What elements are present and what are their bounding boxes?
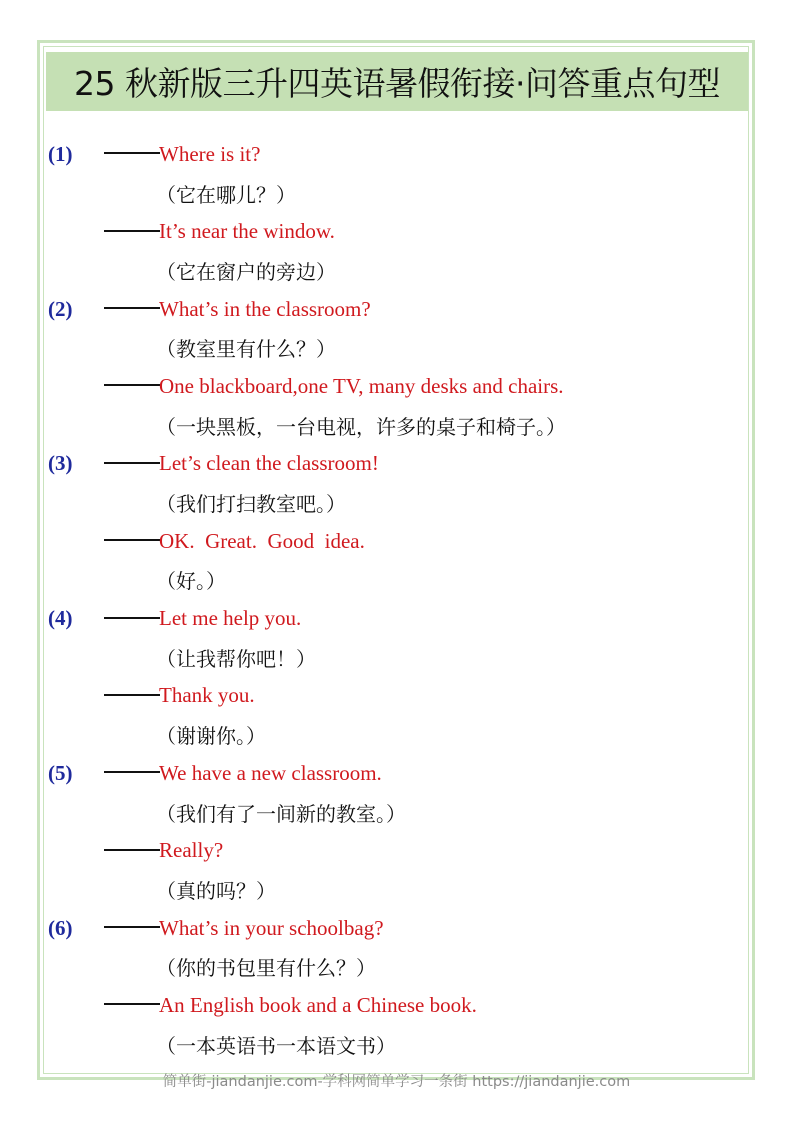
dialogue-line (48, 677, 738, 716)
chinese-translation: （我们有了一间新的教室。） (156, 801, 406, 826)
dash-marker (104, 694, 160, 696)
chinese-translation: （我们打扫教室吧。） (156, 492, 346, 517)
section-number: (6) (48, 915, 73, 940)
dialogue-line (48, 135, 738, 174)
title-banner (46, 52, 748, 111)
english-sentence: Let me help you. (159, 606, 302, 631)
dialogue-line (48, 909, 738, 948)
dash-marker (104, 771, 160, 773)
dialogue-line (48, 599, 738, 638)
dash-marker (104, 152, 160, 154)
chinese-translation: （真的吗？） (156, 878, 276, 903)
dialogue-line (48, 831, 738, 870)
translation-line (48, 947, 738, 986)
dash-marker (104, 1003, 160, 1005)
footer-watermark: 简单街-jiandanjie.com-学科网简单学习一条街 https://jiandanjie.com (162, 1074, 631, 1090)
dialogue-line (48, 290, 738, 329)
translation-line (48, 561, 738, 600)
translation-line (48, 406, 738, 445)
english-sentence: What’s in your schoolbag? (159, 915, 384, 940)
chinese-translation: （它在哪儿？） (156, 182, 296, 207)
dash-marker (104, 617, 160, 619)
chinese-translation: （让我帮你吧！） (156, 646, 316, 671)
dash-marker (104, 230, 160, 232)
chinese-translation: （它在窗户的旁边） (156, 259, 336, 284)
english-sentence: One blackboard,one TV, many desks and chairs. (159, 373, 564, 398)
section-number: (4) (48, 606, 73, 631)
translation-line (48, 174, 738, 213)
dialogue-line (48, 754, 738, 793)
dash-marker (104, 384, 160, 386)
dialogue-line (48, 522, 738, 561)
translation-line (48, 638, 738, 677)
dash-marker (104, 926, 160, 928)
translation-line (48, 1025, 738, 1064)
dialogue-line (48, 367, 738, 406)
dash-marker (104, 849, 160, 851)
english-sentence: OK. Great. Good idea. (159, 528, 365, 553)
dialogue-line (48, 986, 738, 1025)
chinese-translation: （教室里有什么？） (156, 337, 336, 362)
dash-marker (104, 462, 160, 464)
english-sentence: An English book and a Chinese book. (159, 992, 477, 1017)
chinese-translation: （一块黑板，一台电视，许多的桌子和椅子。） (156, 414, 566, 439)
section-number: (1) (48, 141, 73, 166)
page-title: 25 秋新版三升四英语暑假衔接·问答重点句型 (74, 64, 720, 103)
section-number: (2) (48, 296, 73, 321)
english-sentence: Where is it? (159, 141, 261, 166)
translation-line (48, 715, 738, 754)
dialogue-line (48, 212, 738, 251)
chinese-translation: （你的书包里有什么？） (156, 956, 376, 981)
english-sentence: Let’s clean the classroom! (159, 451, 379, 476)
section-number: (3) (48, 451, 73, 476)
chinese-translation: （好。） (156, 569, 226, 594)
translation-line (48, 793, 738, 832)
dialogue-list (48, 135, 738, 1064)
dash-marker (104, 539, 160, 541)
english-sentence: What’s in the classroom? (159, 296, 371, 321)
chinese-translation: （谢谢你。） (156, 724, 266, 749)
english-sentence: Really? (159, 838, 224, 863)
translation-line (48, 483, 738, 522)
translation-line (48, 328, 738, 367)
translation-line (48, 870, 738, 909)
chinese-translation: （一本英语书一本语文书） (156, 1033, 396, 1058)
translation-line (48, 251, 738, 290)
english-sentence: It’s near the window. (159, 219, 335, 244)
dialogue-line (48, 445, 738, 484)
dash-marker (104, 307, 160, 309)
english-sentence: We have a new classroom. (159, 760, 382, 785)
section-number: (5) (48, 760, 73, 785)
english-sentence: Thank you. (159, 683, 255, 708)
